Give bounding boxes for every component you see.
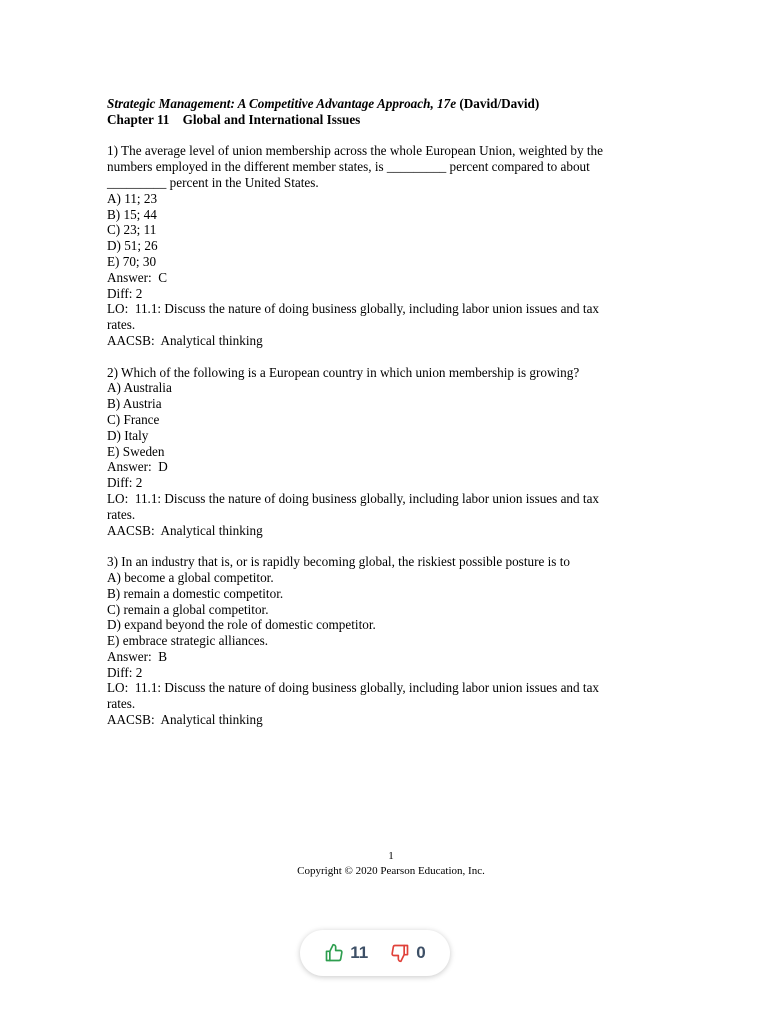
- option: E) Sweden: [107, 443, 165, 459]
- option: C) remain a global competitor.: [107, 601, 269, 617]
- option: B) remain a domestic competitor.: [107, 585, 284, 601]
- aacsb: AACSB: Analytical thinking: [107, 712, 263, 728]
- vote-widget: [300, 930, 450, 976]
- option: D) Italy: [107, 427, 149, 443]
- upvote-button[interactable]: [324, 943, 368, 963]
- document-page: [107, 96, 667, 728]
- option: B) Austria: [107, 396, 162, 412]
- learning-objective-cont: rates.: [107, 506, 136, 522]
- option: C) 23; 11: [107, 222, 157, 238]
- option: D) 51; 26: [107, 238, 158, 254]
- difficulty: Diff: 2: [107, 664, 143, 680]
- thumbs-down-icon: [390, 943, 410, 963]
- difficulty: Diff: 2: [107, 285, 143, 301]
- downvote-button[interactable]: [390, 943, 425, 963]
- option: C) France: [107, 411, 160, 427]
- answer: Answer: C: [107, 269, 168, 285]
- option: A) 11; 23: [107, 190, 158, 206]
- option: B) 15; 44: [107, 206, 157, 222]
- option: A) become a global competitor.: [107, 569, 274, 585]
- question-1: [107, 143, 667, 348]
- question-3: [107, 554, 667, 728]
- option: D) expand beyond the role of domestic competitor.: [107, 617, 376, 633]
- aacsb: AACSB: Analytical thinking: [107, 522, 263, 538]
- answer: Answer: D: [107, 459, 168, 475]
- question-text-line: 3) In an industry that is, or is rapidly becoming global, the riskiest possible posture is to: [107, 554, 570, 570]
- learning-objective-cont: rates.: [107, 317, 136, 333]
- book-authors: (David/David): [459, 96, 540, 111]
- learning-objective: LO: 11.1: Discuss the nature of doing business globally, including labor union issues and tax: [107, 680, 600, 696]
- question-text-line: 1) The average level of union membership across the whole European Union, weighted by the: [107, 143, 603, 159]
- question-text-line: numbers employed in the different member states, is _________ percent compared to about: [107, 159, 590, 175]
- difficulty: Diff: 2: [107, 475, 143, 491]
- question-2: [107, 365, 667, 539]
- chapter-heading: Chapter 11 Global and International Issues: [107, 111, 361, 127]
- option: E) embrace strategic alliances.: [107, 633, 269, 649]
- option: A) Australia: [107, 380, 172, 396]
- copyright: Copyright © 2020 Pearson Education, Inc.: [297, 865, 485, 877]
- aacsb: AACSB: Analytical thinking: [107, 332, 263, 348]
- question-text-line: _________ percent in the United States.: [107, 174, 319, 190]
- answer: Answer: B: [107, 648, 168, 664]
- downvote-count: 0: [416, 943, 426, 962]
- learning-objective: LO: 11.1: Discuss the nature of doing business globally, including labor union issues and tax: [107, 301, 600, 317]
- learning-objective-cont: rates.: [107, 696, 136, 712]
- upvote-count: 11: [350, 943, 369, 962]
- page-number: 1: [388, 850, 394, 862]
- book-title-line: [107, 96, 667, 112]
- option: E) 70; 30: [107, 253, 157, 269]
- learning-objective: LO: 11.1: Discuss the nature of doing business globally, including labor union issues and tax: [107, 490, 600, 506]
- question-text-line: 2) Which of the following is a European country in which union membership is growing?: [107, 364, 580, 380]
- thumbs-up-icon: [324, 943, 344, 963]
- book-title: Strategic Management: A Competitive Advantage Approach, 17e: [107, 96, 457, 111]
